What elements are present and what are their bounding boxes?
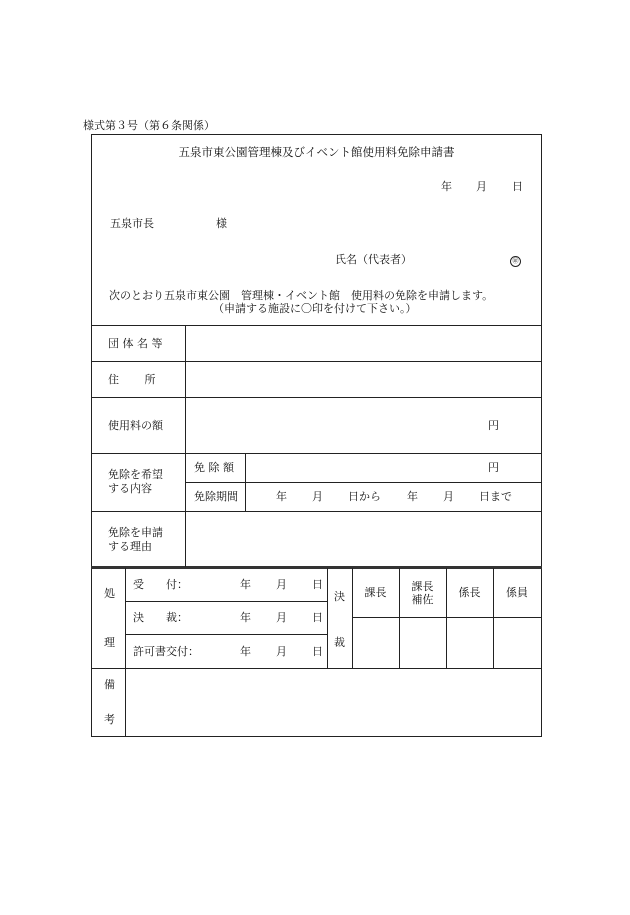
permit-issue-year: 年 [240,645,251,658]
period-month-1: 月 [312,490,323,503]
receipt-year: 年 [240,578,251,591]
reason-label-1: 免除を申請 [108,526,163,539]
frame-right [541,134,542,737]
receipt-label: 受 付： [133,578,188,591]
period-day-from: 日から [348,490,381,503]
fee-amount-label: 使用料の額 [108,419,163,432]
seal-icon: ㊞ [510,256,521,267]
processing-divider [327,568,328,668]
remarks-label-bottom: 考 [104,713,115,726]
reason-label-2: する理由 [108,540,152,553]
approval-col-subsection-chief: 係長 [458,586,481,599]
decision-day: 日 [312,611,323,624]
approval-col-divider [446,568,447,668]
frame-left [91,134,92,737]
processing-label-top: 処 [104,587,115,600]
remarks-divider [91,668,542,669]
form-number: 様式第３号（第６条関係） [83,119,215,132]
approval-col-assistant-1: 課長 [411,580,434,593]
divider [91,511,542,512]
approval-col-divider [493,568,494,668]
approval-col-assistant-2: 補佐 [411,593,434,606]
period-month-2: 月 [443,490,454,503]
period-year-2: 年 [407,490,418,503]
decision-year: 年 [240,611,251,624]
addressee-name: 五泉市長 [110,217,154,230]
exemption-amount-label: 免 除 額 [194,461,234,474]
intro-text: 次のとおり五泉市東公園 管理棟・イベント館 使用料の免除を申請します。 [109,289,494,302]
decision-label: 決 裁： [133,611,188,624]
date-year: 年 [441,180,452,193]
date-month: 月 [476,180,487,193]
applicant-label: 氏名（代表者） [335,253,412,266]
period-year-1: 年 [276,490,287,503]
seal-mark [510,254,521,267]
exemption-content-label-2: する内容 [108,482,152,495]
decision-month: 月 [276,611,287,624]
divider [91,397,542,398]
permit-issue-label: 許可書交付： [133,645,199,658]
date-day: 日 [512,180,523,193]
processing-label-divider [125,568,126,737]
remarks-label-top: 備 [104,678,115,691]
divider [185,482,542,483]
approval-col-staff: 係員 [506,586,528,599]
sub-label-divider [245,453,246,511]
frame-top [91,134,542,135]
approval-label-top: 決 [334,590,345,603]
divider-thick [91,566,542,569]
divider [91,453,542,454]
approval-col-section-chief: 課長 [364,586,387,599]
exemption-content-label-1: 免除を希望 [108,468,163,481]
divider [91,361,542,362]
approval-label-bottom: 裁 [334,636,345,649]
address-label: 住 所 [108,373,156,386]
permit-issue-day: 日 [312,645,323,658]
approval-label-divider [352,568,353,668]
group-name-label: 団 体 名 等 [108,337,163,350]
frame-bottom [91,736,542,737]
form-title: 五泉市東公園管理棟及びイベント館使用料免除申請書 [178,145,455,159]
receipt-month: 月 [276,578,287,591]
fee-unit: 円 [488,419,499,432]
exemption-period-label: 免除期間 [194,490,238,503]
intro-note: （申請する施設に〇印を付けて下さい。） [213,302,417,315]
permit-issue-month: 月 [276,645,287,658]
exemption-amount-unit: 円 [488,461,499,474]
processing-row-divider [125,634,327,635]
period-day-to: 日まで [479,490,512,503]
processing-label-bottom: 理 [104,636,115,649]
processing-row-divider [125,601,327,602]
approval-header-divider [352,617,542,618]
addressee-honorific: 様 [216,217,227,230]
receipt-day: 日 [312,578,323,591]
label-column-divider [185,325,186,567]
divider [91,325,542,326]
